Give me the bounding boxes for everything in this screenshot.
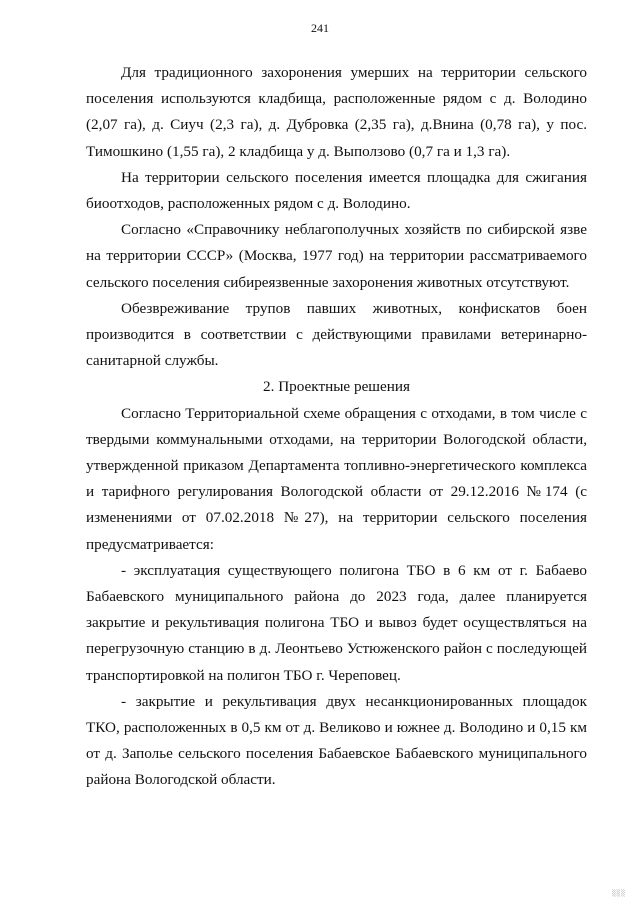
section-heading: 2. Проектные решения — [263, 378, 410, 396]
paragraph-animal-disposal: Обезвреживание трупов павших животных, конфискатов боен производится в соответствии с действующими правилами ветеринарно-санитарной службы. — [86, 299, 587, 370]
scan-mark: ░░░ — [612, 890, 626, 897]
document-body — [86, 60, 587, 794]
paragraph-landfill-operation: - эксплуатация существующего полигона ТБО в 6 км от г. Бабаево Бабаевского муниципального района до 2023 года, далее планируется закрытие и рекультивация полигона ТБО и вывоз будет осуществляться на перегрузочную станцию в д. Леонтьево Устюженского район с последующей транспортировкой на полигон ТБО г. Череповец. — [86, 561, 587, 684]
paragraph-cemeteries: Для традиционного захоронения умерших на территории сельского поселения используются кладбища, расположенные рядом с д. Володино (2,07 га), д. Сиуч (2,3 га), д. Дубровка (2,35 га), д.Внина (0,78 га), у пос. Тимошкино (1,55 га), 2 кладбища у д. Выползово (0,7 га и 1,3 га). — [86, 64, 587, 160]
paragraph-incineration-site: На территории сельского поселения имеется площадка для сжигания биоотходов, расположенных рядом с д. Володино. — [86, 168, 587, 213]
paragraph-anthrax-burials: Согласно «Справочнику неблагополучных хозяйств по сибирской язве на территории СССР» (Москва, 1977 год) на территории рассматриваемого сельского поселения сибиреязвенные захоронения животных отсутствуют. — [86, 221, 587, 291]
paragraph-unauthorized-sites: - закрытие и рекультивация двух несанкционированных площадок ТКО, расположенных в 0,5 км от д. Великово и южнее д. Володино и 0,15 км от д. Заполье сельского поселения Бабаевское Бабаевского муниципального района Вологодской области. — [86, 692, 587, 789]
page-number: 241 — [311, 21, 329, 35]
paragraph-waste-scheme: Согласно Территориальной схеме обращения с отходами, в том числе с твердыми коммунальными отходами, на территории Вологодской области, утвержденной приказом Департамента топливно-энергетического комплекса и тарифного регулирования Вологодской области от 29.12.2016 №174 (с изменениями от 07.02.2018 №27), на территории сельского поселения предусматривается: — [86, 404, 587, 553]
